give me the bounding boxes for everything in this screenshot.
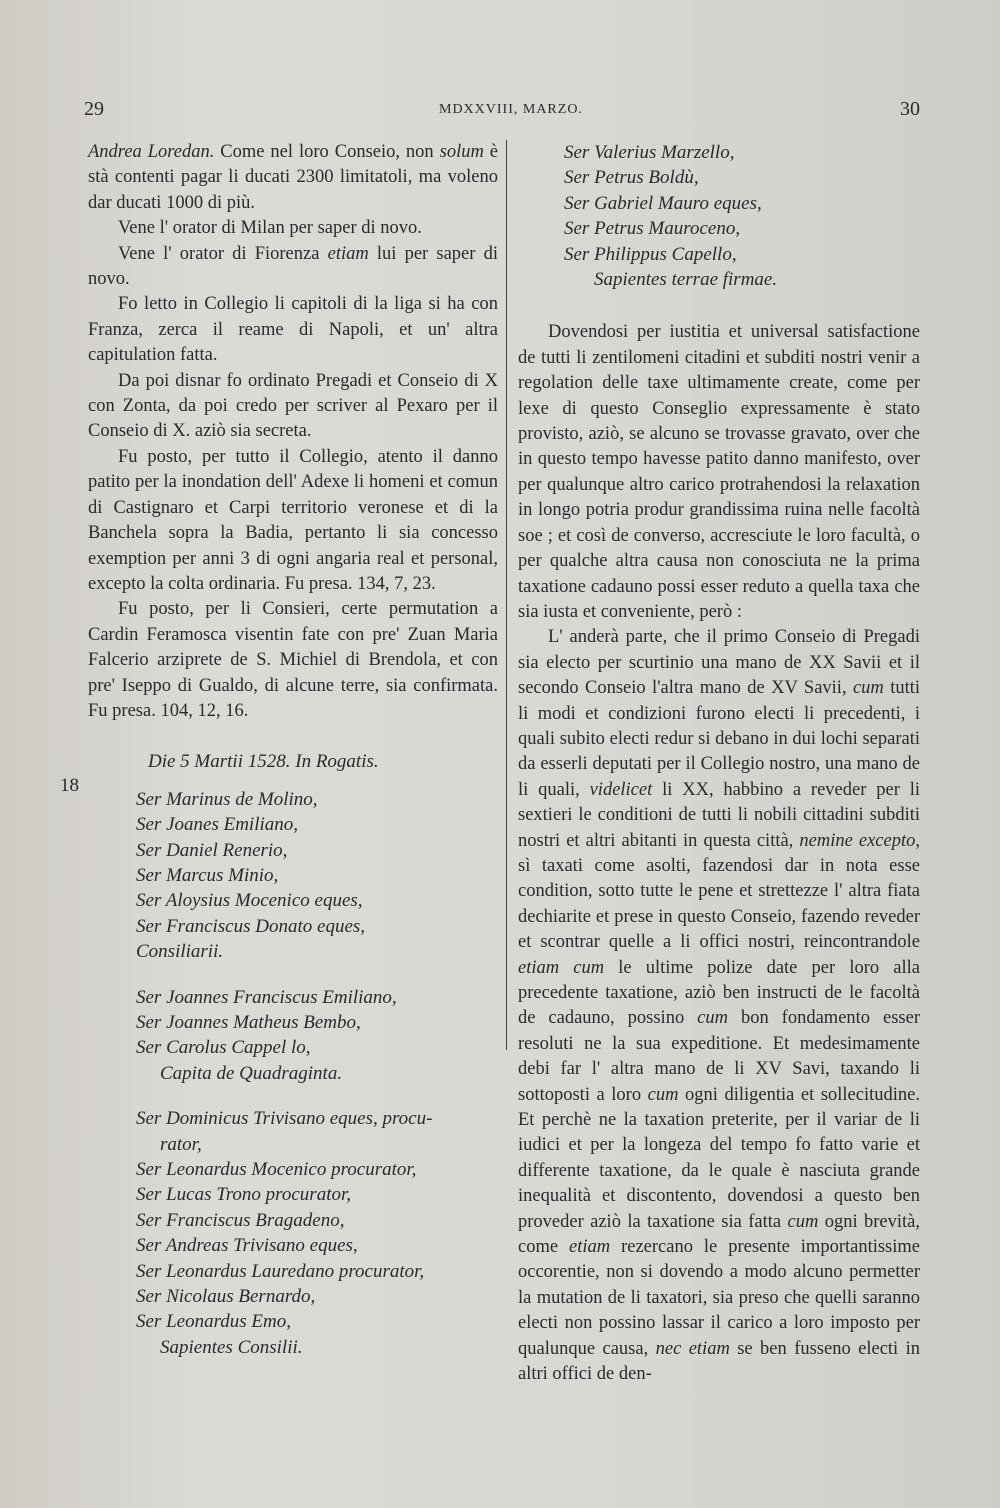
paragraph: Vene l' orator di Milan per saper di novo. (118, 218, 422, 239)
paragraph: Dovendosi per iustitia et universal satisfactione de tutti li zentilomeni citadini et subditi nostri venir a regolation delle taxe ultimamente create, come per lexe di questo Conseglio expressamente è stato provisto, aziò, se alcuno se trovasse gravato, over che in questo tempo havesse patito danno manifesto, over per qualunque altro carico protrahendosi la relaxation in longo potria produr grandissima ruina nelle facoltà soe ; et così de converso, accresciute le loro facultà, o per qualche altra causa non conosciuta ne la prima taxatione cadauno possi esser reduto a quella taxa che sia iusta et conveniente, però : (518, 322, 920, 622)
name-line: Ser Franciscus Bragadeno, (136, 1209, 345, 1231)
group-title: Consiliarii. (136, 941, 224, 963)
names-group-sapientes-terrae (518, 140, 920, 292)
paragraph: Andrea Loredan. Come nel loro Conseio, non solum è stà contenti pagar li ducati 2300 limitatoli, ma voleno dar ducati 1000 di più. (88, 142, 498, 213)
paragraph: Fo letto in Collegio li capitoli di la liga si ha con Franza, zerca il reame di Napoli, et un' altra capitulation fatta. (88, 294, 498, 366)
name-line: Ser Lucas Trono procurator, (136, 1184, 352, 1206)
name-line: Ser Leonardus Lauredano procurator, (136, 1260, 425, 1282)
name-line: Ser Daniel Renerio, (136, 839, 288, 861)
name-line: Ser Philippus Capello, (564, 243, 737, 265)
name-line: Ser Dominicus Trivisano eques, procu- (136, 1108, 433, 1130)
column-divider (506, 140, 507, 1050)
name-line: Ser Franciscus Donato eques, (136, 915, 366, 937)
running-title: MDXXVIII, MARZO. (439, 102, 583, 117)
paragraph: Vene l' orator di Fiorenza etiam lui per saper di novo. (88, 243, 498, 290)
names-group-sapientes-consilii (88, 1106, 498, 1360)
name-line: Ser Aloysius Mocenico eques, (136, 890, 363, 912)
name-line: Ser Joannes Matheus Bembo, (136, 1012, 361, 1033)
right-column (518, 140, 920, 1388)
name-line: Ser Valerius Marzello, (564, 142, 735, 163)
name-line: Ser Joanes Emiliano, (136, 814, 299, 836)
group-title: Sapientes Consilii. (160, 1336, 303, 1358)
names-group-consiliarii (88, 787, 498, 965)
name-line: Ser Nicolaus Bernardo, (136, 1286, 316, 1308)
names-group-capita (88, 985, 498, 1087)
paragraph: Fu posto, per li Consieri, certe permutation a Cardin Feramosca visentin fate con pre' Zuan Maria Falcerio arziprete de S. Michiel di Brendola, et con pre' Iseppo di Gualdo, di alcune terre, sia confirmata. Fu presa. 104, 12, 16. (88, 599, 498, 721)
name-line: Ser Gabriel Mauro eques, (564, 192, 762, 214)
paragraph: Fu posto, per tutto il Collegio, atento il danno patito per la inondation dell' Adexe li homeni et comun di Castignaro et Carpi territorio veronese et di la Banchela sopra la Badia, pertanto li sia concesso exemption per anni 3 di ogni angaria real et personal, excepto la colta ordinaria. Fu presa. 134, 7, 23. (88, 446, 498, 594)
margin-number: 18 (60, 775, 79, 796)
name-line: rator, (160, 1133, 202, 1155)
name-line: Ser Marcus Minio, (136, 864, 279, 886)
page-number-right: 30 (900, 98, 920, 120)
section-heading: Die 5 Martii 1528. In Rogatis. (148, 751, 379, 773)
group-title: Capita de Quadraginta. (160, 1062, 343, 1084)
name-line: Ser Marinus de Molino, (136, 788, 318, 810)
name-line: Ser Petrus Mauroceno, (564, 218, 741, 240)
page-number-left: 29 (84, 98, 104, 120)
name-line: Ser Joannes Franciscus Emiliano, (136, 986, 397, 1008)
name-line: Ser Carolus Cappel lo, (136, 1037, 311, 1059)
name-line: Ser Petrus Boldù, (564, 167, 699, 189)
name-line: Ser Leonardus Emo, (136, 1311, 291, 1333)
paragraph: L' anderà parte, che il primo Conseio di Pregadi sia electo per scurtinio una mano de XX Savii et il secondo Conseio l'altra mano de XV Savii, cum tutti li modi et condizioni furono electi li precedenti, i quali subito electi redur si debano in dui lochi separati da esserli deputati per il Collegio nostro, una mano de li quali, videlicet li XX, habbino a reveder per li sextieri le conditioni de tutti li nobili cittadini subditi nostri et altri abitanti in questa città, nemine excepto, sì taxati come asolti, fazendosi dar in nota esse condition, sotto tutte le pene et strettezze l' altra fiata dechiarite et prese in questo Conseio, fazendo reveder et scontrar quelle a li offici nostri, reincontrandole etiam cum le ultime polize date per loro alla precedente taxatione, aziò ben instructi de le facoltà de cadauno, possino cum bon fondamento esser resoluti ne la sua expeditione. Et medesimamente debi far l' altra mano de li XV Savi, taxando li sottoposti a loro cum ogni diligentia et sollecitudine. Et perchè ne la taxation preterite, per il variar de li iudici et per la longeza del tempo fo fatto varie et differente taxatione, da le quale è nasciuta grande inequalità et discontento, dovendosi a questo ben proveder aziò la taxatione sia fatta cum ogni brevità, come etiam rezercano le presente importantissime occorentie, non si dovendo a modo alcuno permetter la mutation de li taxatori, sia preso che quelli saranno electi non possino lassar il carico a loro imposto per qualunque causa, nec etiam se ben fusseno electi in altri offici de den- (518, 627, 921, 1385)
name-line: Ser Andreas Trivisano eques, (136, 1235, 358, 1257)
left-column (88, 140, 498, 1360)
name-line: Ser Leonardus Mocenico procurator, (136, 1159, 417, 1181)
paragraph: Da poi disnar fo ordinato Pregadi et Conseio di X con Zonta, da poi credo per scriver al Pexaro per il Conseio di X. aziò sia secreta. (88, 370, 498, 442)
page-header (84, 98, 920, 128)
group-title: Sapientes terrae firmae. (594, 269, 778, 291)
